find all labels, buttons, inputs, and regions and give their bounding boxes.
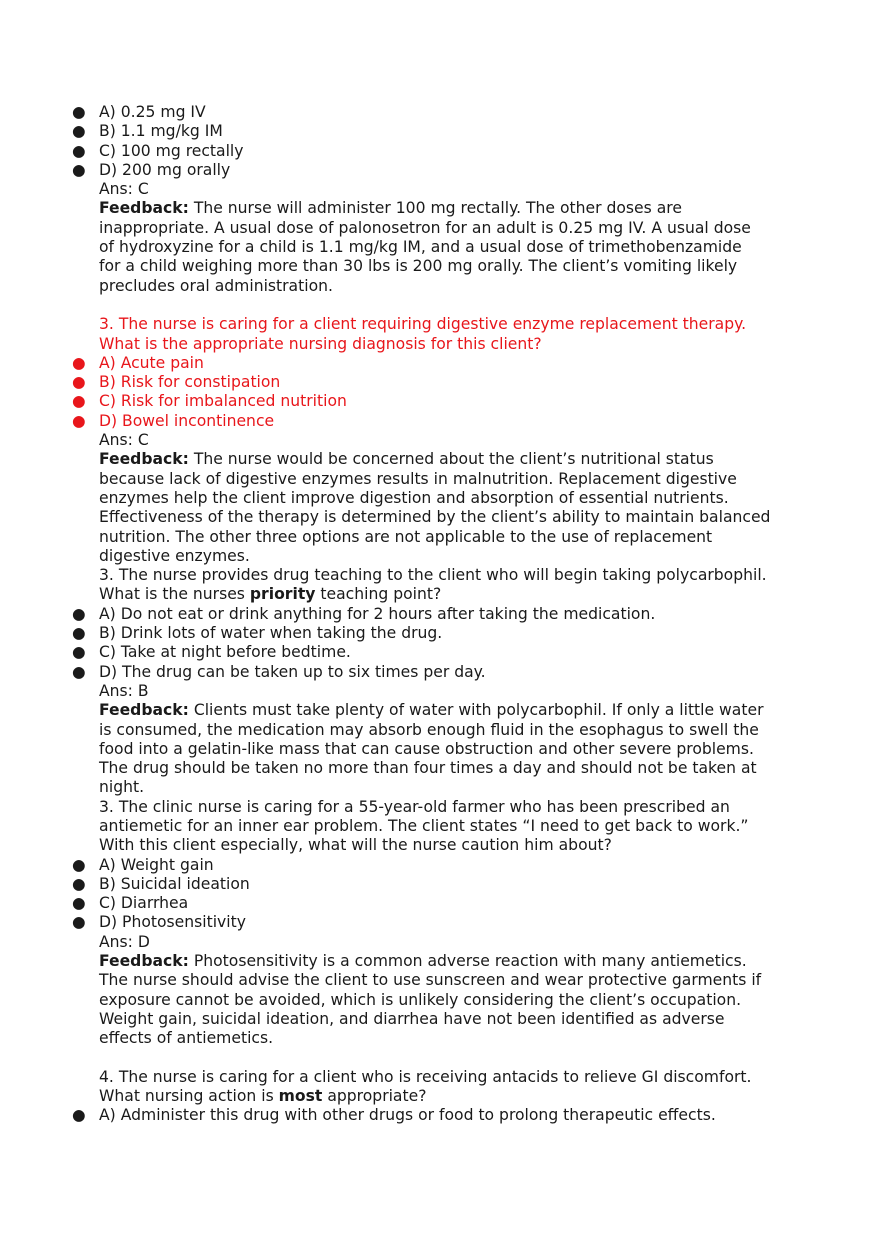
feedback-text: The nurse will administer 100 mg rectally. The other doses are <box>188 199 682 218</box>
feedback-text: Clients must take plenty of water with polycarbophil. If only a little water <box>188 701 764 720</box>
feedback-line <box>99 450 799 469</box>
bullet-icon: ● <box>72 160 86 179</box>
list-item <box>72 913 799 932</box>
bullet-icon: ● <box>72 392 86 411</box>
list-item <box>72 604 799 624</box>
bullet-icon: ● <box>72 855 86 874</box>
feedback-line: Effectiveness of the therapy is determined by the client’s ability to maintain balanced <box>99 508 771 527</box>
spacer <box>99 1049 799 1068</box>
bullet-icon: ● <box>72 103 86 121</box>
question-line: 3. The clinic nurse is caring for a 55-year-old farmer who has been prescribed an <box>99 797 730 816</box>
question-text: teaching point? <box>315 585 442 604</box>
bullet-icon: ● <box>72 624 86 643</box>
feedback-label: Feedback: <box>99 701 189 720</box>
option-text: B) Suicidal ideation <box>99 874 250 893</box>
option-text: D) Bowel incontinence <box>99 411 275 430</box>
feedback-line: is consumed, the medication may absorb enough fluid in the esophagus to swell the <box>99 720 759 739</box>
bullet-icon: ● <box>72 373 86 392</box>
list-item <box>72 874 799 894</box>
list-item <box>72 392 799 411</box>
bullet-icon: ● <box>72 894 86 913</box>
question-line <box>99 1087 799 1106</box>
list-item <box>72 894 799 913</box>
option-text: D) 200 mg orally <box>99 160 231 179</box>
bullet-icon: ● <box>72 604 86 623</box>
feedback-text: The nurse would be concerned about the client’s nutritional status <box>188 450 714 469</box>
answer-line: Ans: C <box>99 431 149 450</box>
answer-line: Ans: C <box>99 180 149 199</box>
option-text: C) Diarrhea <box>99 894 189 913</box>
option-text: D) The drug can be taken up to six times per day. <box>99 662 486 681</box>
feedback-line: because lack of digestive enzymes results in malnutrition. Replacement digestive <box>99 469 737 488</box>
feedback-line: Weight gain, suicidal ideation, and diarrhea have not been identified as adverse <box>99 1009 725 1028</box>
option-text: A) Administer this drug with other drugs or food to prolong therapeutic effects. <box>99 1106 716 1125</box>
question-line: With this client especially, what will the nurse caution him about? <box>99 836 612 855</box>
list-item <box>72 855 799 875</box>
option-text: C) Risk for imbalanced nutrition <box>99 392 347 411</box>
feedback-line: The nurse should advise the client to use sunscreen and wear protective garments if <box>99 971 762 990</box>
option-text: C) Take at night before bedtime. <box>99 643 351 662</box>
feedback-line <box>99 701 799 720</box>
option-text: B) 1.1 mg/kg IM <box>99 122 223 141</box>
answer-line: Ans: B <box>99 681 149 700</box>
list-item <box>72 1106 799 1125</box>
bullet-icon: ● <box>72 1106 86 1125</box>
feedback-line: nutrition. The other three options are not applicable to the use of replacement <box>99 527 713 546</box>
option-text: B) Risk for constipation <box>99 373 281 392</box>
bullet-icon: ● <box>72 874 86 893</box>
feedback-line: exposure cannot be avoided, which is unlikely considering the client’s occupation. <box>99 990 742 1009</box>
question-text: What nursing action is <box>99 1087 279 1106</box>
spacer <box>99 296 799 315</box>
option-text: A) Weight gain <box>99 855 214 874</box>
list-item <box>72 373 799 392</box>
bullet-icon: ● <box>72 353 86 372</box>
feedback-label: Feedback: <box>99 199 189 218</box>
question-text: appropriate? <box>322 1087 427 1106</box>
feedback-line: food into a gelatin-like mass that can cause obstruction and other severe problems. <box>99 739 754 758</box>
feedback-line <box>99 952 799 971</box>
feedback-line: night. <box>99 778 145 797</box>
option-text: D) Photosensitivity <box>99 913 246 932</box>
bullet-icon: ● <box>72 643 86 662</box>
feedback-line: enzymes help the client improve digestion and absorption of essential nutrients. <box>99 488 729 507</box>
question-line: What is the appropriate nursing diagnosis for this client? <box>99 334 542 353</box>
question-line: 3. The nurse provides drug teaching to the client who will begin taking polycarbophil. <box>99 566 767 585</box>
list-item <box>72 643 799 662</box>
bullet-icon: ● <box>72 122 86 141</box>
list-item <box>72 103 799 122</box>
feedback-line: effects of antiemetics. <box>99 1029 274 1048</box>
bullet-icon: ● <box>72 662 86 681</box>
list-item <box>72 353 799 373</box>
question-line <box>99 585 799 604</box>
list-item <box>72 662 799 682</box>
list-item <box>72 141 799 161</box>
question-line: antiemetic for an inner ear problem. The client states “I need to get back to work.” <box>99 816 749 835</box>
option-text: B) Drink lots of water when taking the drug. <box>99 624 443 643</box>
question-line: 3. The nurse is caring for a client requiring digestive enzyme replacement therapy. <box>99 315 747 334</box>
bullet-icon: ● <box>72 411 86 430</box>
feedback-line: digestive enzymes. <box>99 546 250 565</box>
list-item <box>72 624 799 643</box>
feedback-text: Photosensitivity is a common adverse reaction with many antiemetics. <box>188 952 747 971</box>
feedback-line <box>99 199 799 218</box>
feedback-label: Feedback: <box>99 450 189 469</box>
question-emphasis: priority <box>249 585 316 604</box>
question-emphasis: most <box>278 1087 323 1106</box>
option-text: A) 0.25 mg IV <box>99 103 206 121</box>
question-text: What is the nurses <box>99 585 250 604</box>
answer-line: Ans: D <box>99 932 150 951</box>
feedback-line: precludes oral administration. <box>99 276 333 295</box>
list-item <box>72 122 799 141</box>
document-content <box>72 103 799 1126</box>
bullet-icon: ● <box>72 913 86 932</box>
option-text: C) 100 mg rectally <box>99 141 244 160</box>
option-text: A) Do not eat or drink anything for 2 hours after taking the medication. <box>99 604 656 623</box>
list-item <box>72 411 799 431</box>
feedback-line: of hydroxyzine for a child is 1.1 mg/kg IM, and a usual dose of trimethobenzamide <box>99 238 742 257</box>
feedback-line: inappropriate. A usual dose of palonosetron for an adult is 0.25 mg IV. A usual dose <box>99 218 751 237</box>
list-item <box>72 160 799 180</box>
feedback-line: for a child weighing more than 30 lbs is 200 mg orally. The client’s vomiting likely <box>99 257 738 276</box>
bullet-icon: ● <box>72 141 86 160</box>
question-line: 4. The nurse is caring for a client who is receiving antacids to relieve GI discomfort. <box>99 1067 752 1086</box>
feedback-label: Feedback: <box>99 952 189 971</box>
feedback-line: The drug should be taken no more than four times a day and should not be taken at <box>99 759 757 778</box>
option-text: A) Acute pain <box>99 353 204 372</box>
